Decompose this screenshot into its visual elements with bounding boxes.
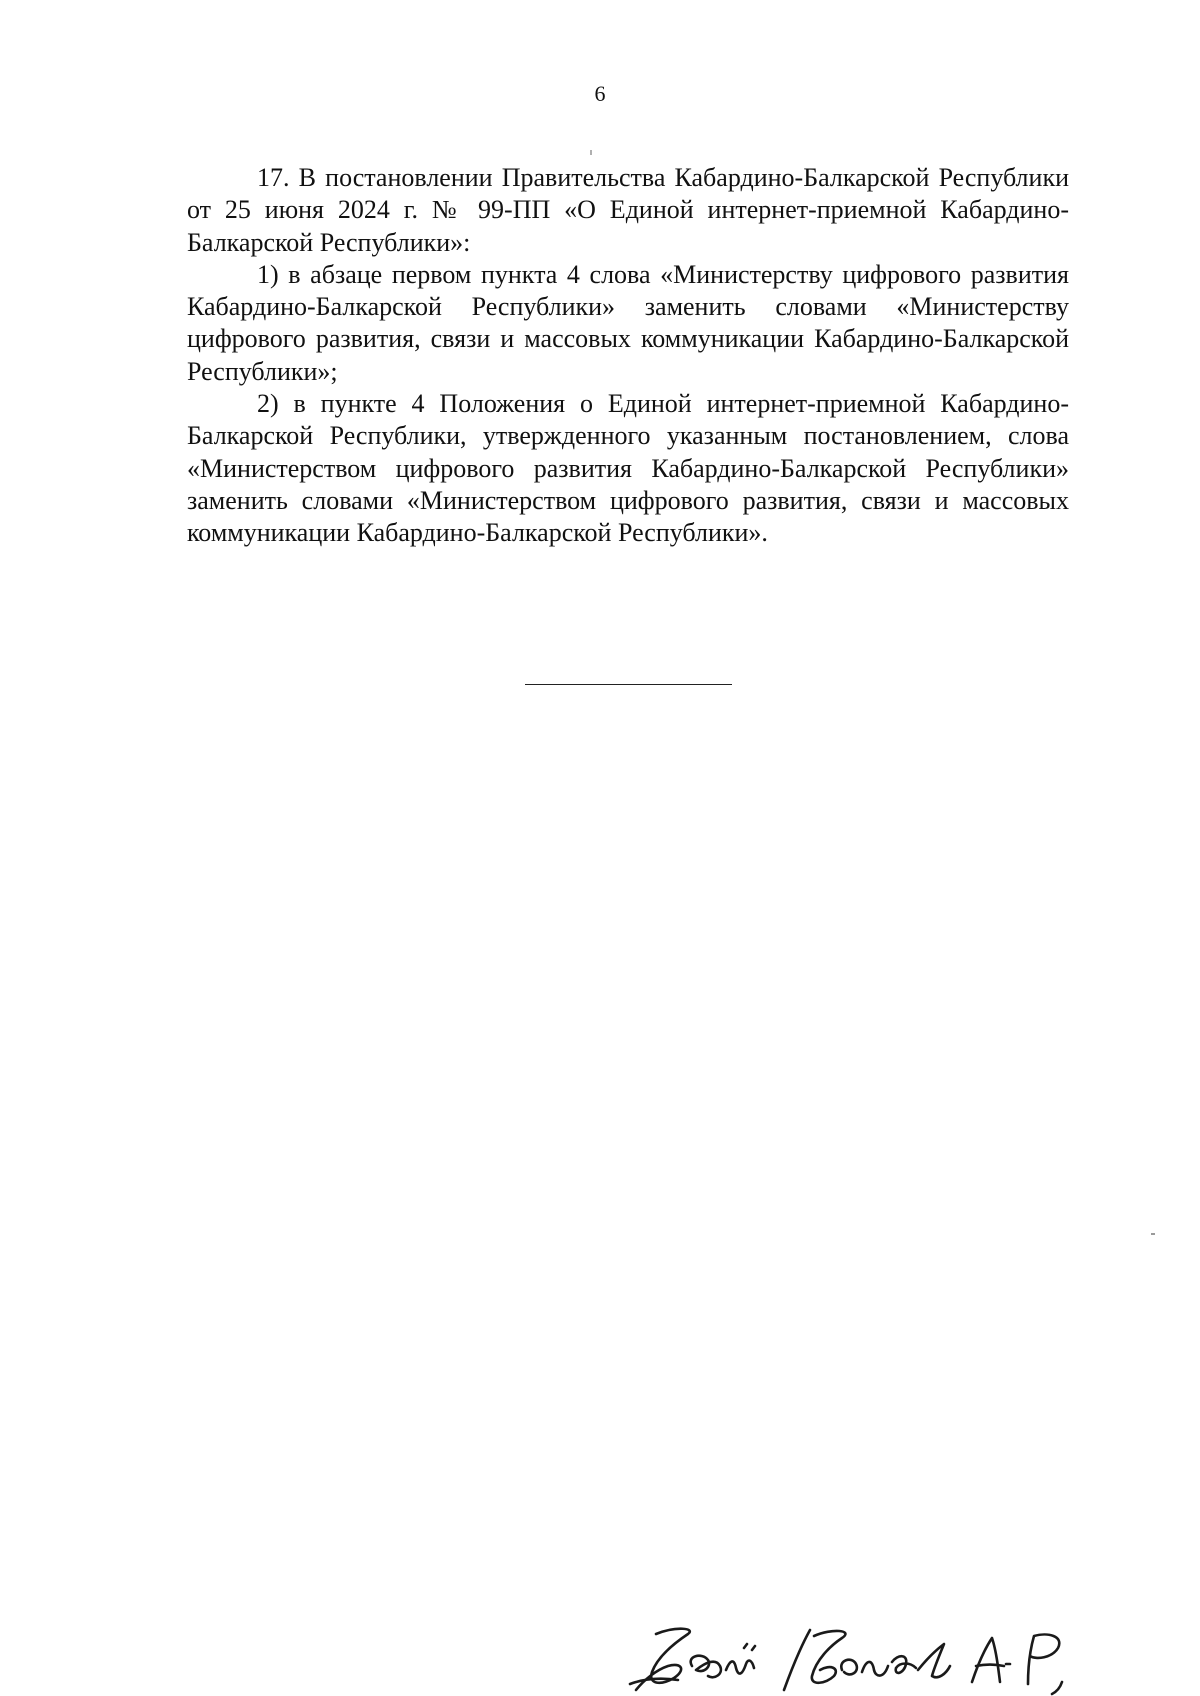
end-of-text-separator (525, 684, 732, 685)
page-number: 6 (594, 81, 606, 106)
scan-speck (1151, 1233, 1155, 1235)
document-body (187, 162, 1069, 550)
paragraph-item-17: 17. В постановлении Правительства Кабардино-Балкарской Республики от 25 июня 2024 г. № 99-ПП «О Единой интернет-приемной Кабардино-Балкарской Республики»: (187, 163, 1069, 257)
scan-speck (590, 150, 592, 155)
handwritten-signature (616, 1620, 1076, 1696)
paragraph-subitem-2: 2) в пункте 4 Положения о Единой интернет-приемной Кабардино-Балкарской Республики, утвержденного указанным постановлением, слова «Министерством цифрового развития Кабардино-Балкарской Республики» заменить словами «Министерством цифрового развития, связи и массовых коммуникации Кабардино-Балкарской Республики». (187, 389, 1069, 548)
paragraph-subitem-1: 1) в абзаце первом пункта 4 слова «Министерству цифрового развития Кабардино-Балкарской Республики» заменить словами «Министерству цифрового развития, связи и массовых коммуникации Кабардино-Балкарской Республики»; (187, 259, 1069, 386)
